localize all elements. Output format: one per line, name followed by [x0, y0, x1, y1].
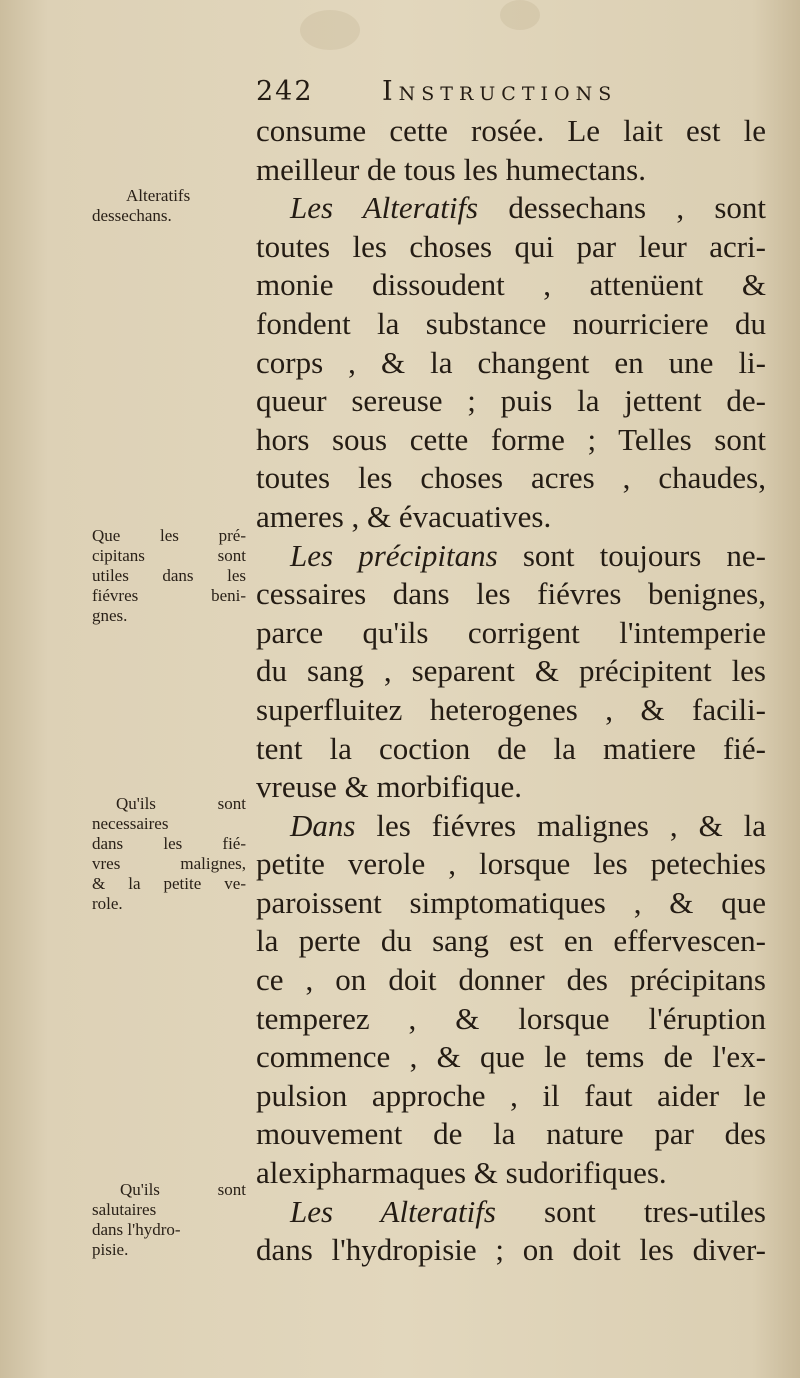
- margin-note-line: role.: [92, 894, 123, 913]
- italic-lead: Dans: [290, 807, 356, 843]
- margin-note-line: fiévres beni-: [92, 586, 246, 605]
- text-line: superfluitez heterogenes , & facili-: [256, 691, 766, 727]
- margin-note-line: Qu'ils sont: [120, 1180, 246, 1199]
- text-line: parce qu'ils corrigent l'intemperie: [256, 614, 766, 650]
- margin-note: [92, 186, 246, 226]
- text-line: petite verole , lorsque les petechies: [256, 846, 766, 882]
- margin-note-line: gnes.: [92, 606, 128, 625]
- text-line: Les Alteratifs sont tres-utiles: [290, 1193, 766, 1229]
- running-header: [256, 76, 676, 116]
- text-line: vreuse & morbifique.: [256, 769, 523, 805]
- text-line: dans l'hydropisie ; on doit les diver-: [256, 1232, 766, 1268]
- margin-note: [92, 1180, 246, 1260]
- margin-note-line: salutaires: [92, 1200, 157, 1219]
- text-line: pulsion approche , il faut aider le: [256, 1077, 766, 1113]
- running-title: Instructions: [382, 76, 618, 107]
- text-line: Dans les fiévres malignes , & la: [290, 807, 766, 843]
- italic-lead: Les Alteratifs: [290, 1193, 496, 1229]
- margin-note-line: vres malignes,: [92, 854, 246, 873]
- margin-note-line: utiles dans les: [92, 566, 246, 585]
- text-line: la perte du sang est en effervescen-: [256, 923, 766, 959]
- margin-note-line: Qu'ils sont: [116, 794, 246, 813]
- margin-note: [92, 794, 246, 914]
- italic-lead: Les précipitans: [290, 537, 498, 573]
- text-line: queur sereuse ; puis la jettent de-: [256, 383, 766, 419]
- text-line: toutes les choses acres , chaudes,: [256, 460, 766, 496]
- text-line: consume cette rosée. Le lait est le: [256, 113, 766, 148]
- text-line: ce , on doit donner des précipitans: [256, 962, 766, 998]
- margin-note-line: Que les pré-: [92, 526, 246, 545]
- margin-note-line: Alteratifs: [126, 186, 191, 205]
- page-number: 242: [256, 76, 314, 107]
- italic-lead: Les Alteratifs: [290, 190, 479, 226]
- margin-note-line: cipitans sont: [92, 546, 246, 565]
- text-line: toutes les choses qui par leur acri-: [256, 228, 766, 264]
- margin-note-line: & la petite ve-: [92, 874, 246, 893]
- margin-note-line: pisie.: [92, 1240, 129, 1259]
- margin-note-line: necessaires: [92, 814, 169, 833]
- text-line: commence , & que le tems de l'ex-: [256, 1039, 766, 1075]
- text-line: meilleur de tous les humectans.: [256, 151, 646, 187]
- text-line: hors sous cette forme ; Telles sont: [256, 421, 766, 457]
- text-line: Les précipitans sont toujours ne-: [290, 537, 766, 573]
- text-line: temperez , & lorsque l'éruption: [256, 1000, 766, 1036]
- text-line: monie dissoudent , attenüent &: [256, 267, 766, 303]
- margin-note-line: dans l'hydro-: [92, 1220, 181, 1239]
- text-line: tent la coction de la matiere fié-: [256, 730, 766, 766]
- margin-note: [92, 526, 246, 626]
- text-line: cessaires dans les fiévres benignes,: [256, 576, 766, 612]
- text-line: mouvement de la nature par des: [256, 1116, 766, 1152]
- text-line: fondent la substance nourriciere du: [256, 305, 766, 341]
- text-line: du sang , separent & précipitent les: [256, 653, 766, 689]
- paper-stain: [500, 0, 540, 30]
- paper-stain: [300, 10, 360, 50]
- margin-note-line: dans les fié-: [92, 834, 246, 853]
- margin-note-line: dessechans.: [92, 206, 172, 225]
- text-line: corps , & la changent en une li-: [256, 344, 766, 380]
- text-line: alexipharmaques & sudorifiques.: [256, 1155, 667, 1191]
- text-line: paroissent simptomatiques , & que: [256, 884, 766, 920]
- body-text: [256, 112, 766, 1270]
- text-line: ameres , & évacuatives.: [256, 498, 552, 534]
- text-line: Les Alteratifs dessechans , sont: [290, 190, 766, 226]
